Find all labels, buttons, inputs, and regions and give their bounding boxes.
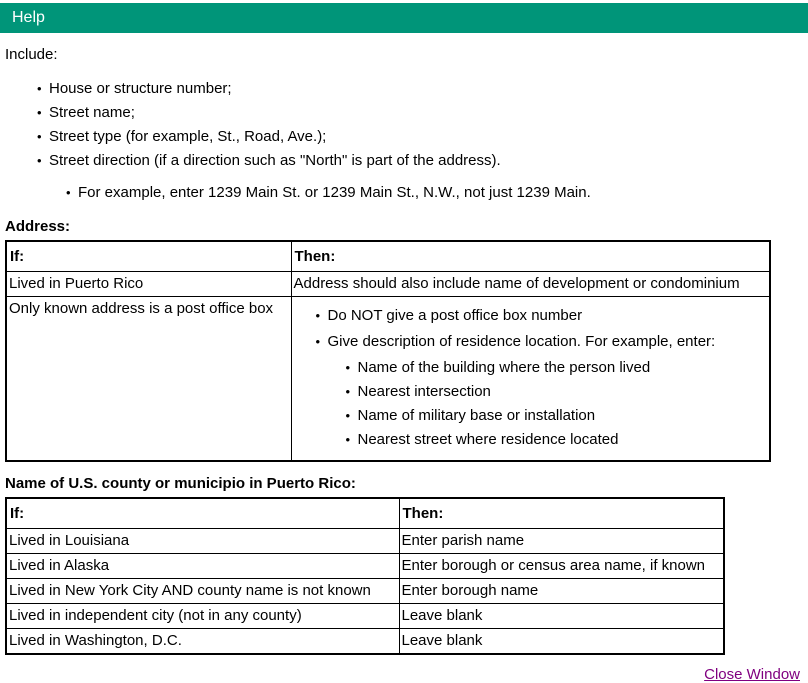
help-content [0, 46, 808, 683]
list-item: • For example, enter 1239 Main St. or 1239 Main St., N.W., not just 1239 Main. [65, 181, 803, 205]
address-table [5, 240, 771, 462]
table-row [6, 272, 770, 297]
list-item-text: Give description of residence location. For example, enter: [327, 333, 716, 350]
close-window-link[interactable]: Close Window [704, 666, 800, 683]
table-header-row [6, 498, 724, 529]
if-cell: Lived in Louisiana [6, 529, 399, 554]
if-cell: Lived in Washington, D.C. [6, 629, 399, 655]
list-item: • Nearest intersection [345, 380, 768, 404]
table-row [6, 297, 770, 462]
table-row [6, 554, 724, 579]
address-heading: Address: [5, 218, 71, 235]
table-row [6, 529, 724, 554]
list-item: • Nearest street where residence located [345, 428, 768, 452]
county-table [5, 497, 725, 655]
then-cell [291, 297, 770, 462]
then-cell: Address should also include name of development or condominium [291, 272, 770, 297]
footer [5, 666, 803, 683]
table-row [6, 629, 724, 655]
if-cell: Only known address is a post office box [6, 297, 291, 462]
list-item: • House or structure number; [36, 77, 803, 101]
then-bullet-list [315, 304, 768, 452]
then-cell: Enter borough name [399, 579, 724, 604]
include-list [36, 77, 803, 173]
list-item: • Name of military base or installation [345, 404, 768, 428]
list-item: • Name of the building where the person lived [345, 356, 768, 380]
list-item: • Street type (for example, St., Road, Ave.); [36, 125, 803, 149]
include-label: Include: [5, 46, 58, 63]
table-row [6, 579, 724, 604]
if-cell: Lived in independent city (not in any county) [6, 604, 399, 629]
then-cell: Enter borough or census area name, if known [399, 554, 724, 579]
if-cell: Lived in New York City AND county name is not known [6, 579, 399, 604]
if-column-header: If: [6, 498, 399, 529]
then-column-header: Then: [399, 498, 724, 529]
list-item [315, 330, 768, 452]
list-item: • Do NOT give a post office box number [315, 304, 768, 328]
list-item: • Street name; [36, 101, 803, 125]
then-sub-bullet-list [345, 356, 768, 452]
table-row [6, 604, 724, 629]
then-cell: Enter parish name [399, 529, 724, 554]
then-cell: Leave blank [399, 604, 724, 629]
then-column-header: Then: [291, 241, 770, 272]
help-titlebar [0, 3, 808, 33]
if-cell: Lived in Alaska [6, 554, 399, 579]
include-example-list [65, 181, 803, 205]
help-title: Help [12, 9, 45, 26]
list-item: • Street direction (if a direction such as "North" is part of the address). [36, 149, 803, 173]
if-cell: Lived in Puerto Rico [6, 272, 291, 297]
table-header-row [6, 241, 770, 272]
then-cell: Leave blank [399, 629, 724, 655]
if-column-header: If: [6, 241, 291, 272]
county-heading: Name of U.S. county or municipio in Puerto Rico: [5, 475, 356, 492]
